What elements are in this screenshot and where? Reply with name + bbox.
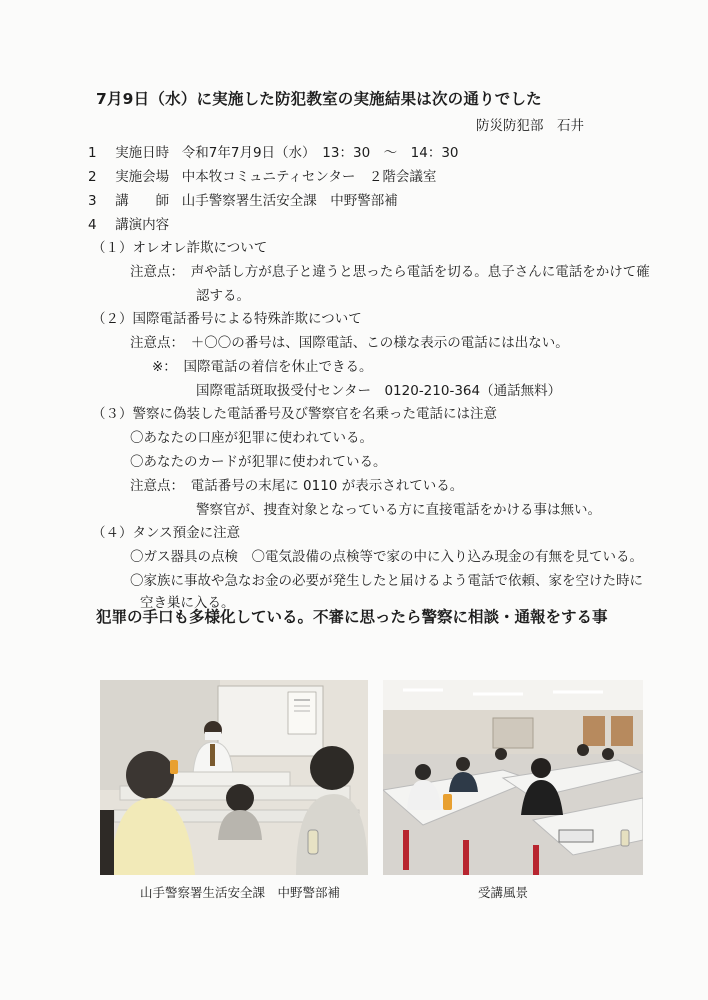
item-value: 中本牧コミュニティセンター ２階会議室 <box>181 169 437 185</box>
section-2-line: ※： 国際電話の着信を休止できる。 <box>152 359 373 375</box>
item-number: 1 <box>88 145 97 161</box>
section-2-heading: （２）国際電話番号による特殊詐欺について <box>92 311 362 327</box>
lecturer-photo <box>100 680 368 875</box>
item-number: 4 <box>88 217 97 233</box>
section-3-line: 注意点： 電話番号の末尾に 0110 が表示されている。 <box>130 478 464 494</box>
item-1 <box>88 141 459 161</box>
lecturer-photo-caption: 山手警察署生活安全課 中野警部補 <box>140 885 341 900</box>
document-title: 7月9日（水）に実施した防犯教室の実施結果は次の通りでした <box>96 90 542 108</box>
item-4 <box>88 213 169 233</box>
section-4-heading: （４）タンス預金に注意 <box>92 525 241 541</box>
audience-photo-illustration <box>383 680 643 875</box>
section-3-heading: （３）警察に偽装した電話番号及び警察官を名乗った電話には注意 <box>92 406 497 422</box>
section-1-heading: （１）オレオレ詐欺について <box>92 240 268 256</box>
item-label: 実施会場 <box>115 169 170 185</box>
slogan: 犯罪の手口も多様化している。不審に思ったら警察に相談・通報をする事 <box>96 608 608 626</box>
section-4-line: 空き巣に入る。 <box>140 595 235 611</box>
section-1-line: 注意点： 声や話し方が息子と違うと思ったら電話を切る。息子さんに電話をかけて確 <box>130 264 650 280</box>
section-4-line: 〇ガス器具の点検 〇電気設備の点検等で家の中に入り込み現金の有無を見ている。 <box>130 549 643 565</box>
item-value: 山手警察署生活安全課 中野警部補 <box>181 193 398 209</box>
item-value: 令和7年7月9日（水） 13：30 ～ 14：30 <box>181 145 459 161</box>
audience-photo <box>383 680 643 875</box>
item-label: 実施日時 <box>115 145 170 161</box>
section-3-line: 〇あなたの口座が犯罪に使われている。 <box>130 430 373 446</box>
item-label: 講演内容 <box>115 217 170 233</box>
section-3-line: 〇あなたのカードが犯罪に使われている。 <box>130 454 387 470</box>
item-3 <box>88 189 398 209</box>
section-2-line: 国際電話斑取扱受付センター 0120-210-364（通話無料） <box>196 383 562 399</box>
section-4-line: 〇家族に事故や急なお金の必要が発生したと届けるよう電話で依頼、家を空けた時に <box>130 573 643 589</box>
item-label: 講 師 <box>115 193 170 209</box>
author-line: 防災防犯部 石井 <box>476 118 584 134</box>
section-3-line: 警察官が、捜査対象となっている方に直接電話をかける事は無い。 <box>196 502 601 518</box>
item-number: 3 <box>88 193 97 209</box>
lecturer-photo-illustration <box>100 680 368 875</box>
item-number: 2 <box>88 169 97 185</box>
section-1-line: 認する。 <box>196 288 250 304</box>
item-2 <box>88 165 436 185</box>
audience-photo-caption: 受講風景 <box>478 885 529 900</box>
section-2-line: 注意点： ＋〇〇の番号は、国際電話、この様な表示の電話には出ない。 <box>130 335 569 351</box>
